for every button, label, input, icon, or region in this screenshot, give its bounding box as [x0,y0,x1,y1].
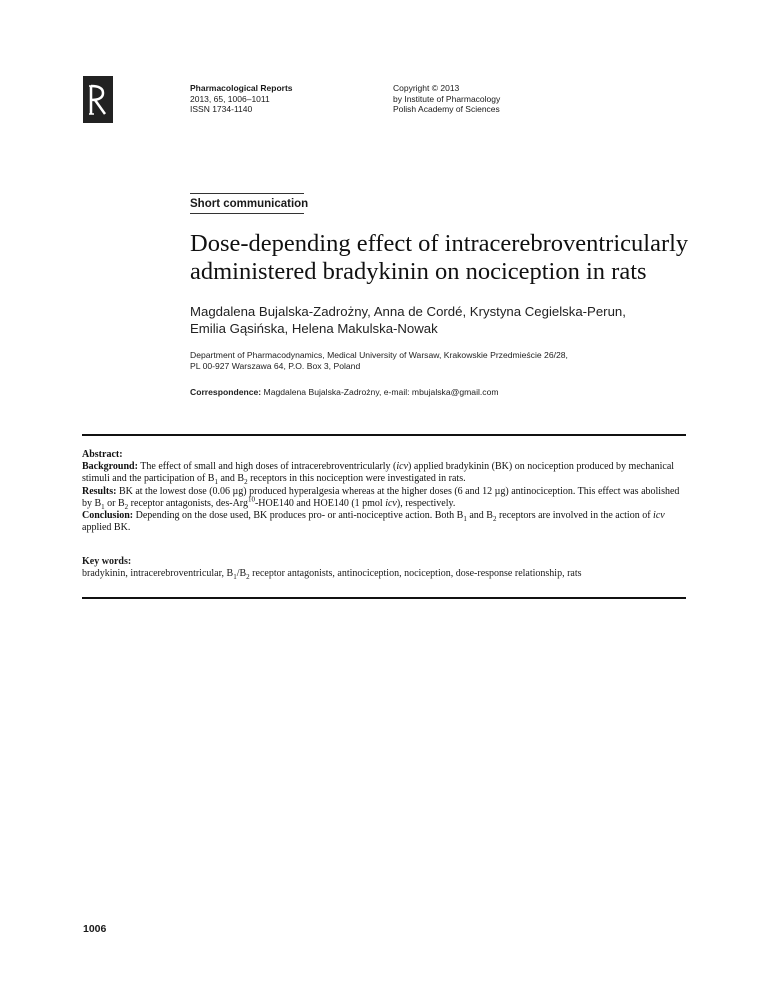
journal-logo [83,76,113,123]
icv-term: icv [385,497,397,509]
correspondence-label: Correspondence: [190,387,262,397]
results-text: receptor antagonists, des-Arg [128,497,248,509]
abstract-rule-bottom [82,597,686,599]
keywords-text [82,568,686,580]
abstract-rule-top [82,434,686,436]
article-title [190,230,710,286]
subscript: 2 [246,573,250,582]
superscript: 10 [247,495,255,504]
affiliation [190,350,710,372]
copyright-line: Copyright © 2013 [393,83,460,93]
copyright-academy: Polish Academy of Sciences [393,104,500,114]
subscript: 1 [463,515,467,524]
background-label: Background: [82,461,138,473]
results-text: -HOE140 and HOE140 (1 pmol [254,497,386,509]
author-list [190,303,710,337]
authors-line-1: Magdalena Bujalska-Zadrożny, Anna de Cordé, Krystyna Cegielska-Perun, [190,304,626,319]
correspondence-text: Magdalena Bujalska-Zadrożny, e-mail: mbujalska@gmail.com [263,387,499,397]
subscript: 2 [492,515,497,524]
conclusion-text: applied BK. [82,522,131,534]
background-text: receptors in this nociception were investigated in rats. [247,473,466,485]
abstract-results [82,486,686,510]
authors-line-2: Emilia Gąsińska, Helena Makulska-Nowak [190,321,438,336]
journal-issn: ISSN 1734-1140 [190,104,253,114]
conclusion-text: Depending on the dose used, BK produces pro- or anti-nociceptive action. Both B [135,510,464,522]
subscript: 1 [101,502,105,511]
title-line-1: Dose-depending effect of intracerebroventricularly [190,230,689,257]
background-text: ) applied bradykinin (BK) on nociception produced by mechanical stimuli and the participation of B [82,461,675,485]
correspondence [190,387,710,397]
title-line-2: administered bradykinin on nociception in rats [190,258,647,285]
page-number: 1006 [83,923,107,935]
abstract-background [82,461,686,485]
section-divider-top [190,193,304,194]
affiliation-line-1: Department of Pharmacodynamics, Medical University of Warsaw, Krakowskie Przedmieście 26/28, [190,350,568,360]
copyright-publisher: by Institute of Pharmacology [393,93,501,104]
journal-info [190,83,293,115]
journal-issue: 2013, 65, 1006–1011 [190,93,270,104]
subscript: 1 [214,478,218,487]
results-text: or B [104,497,125,509]
keywords-part: bradykinin, intracerebroventricular, B [82,568,234,580]
icv-term: icv [653,510,665,522]
conclusion-label: Conclusion: [82,510,134,522]
keywords-part: /B [236,568,247,580]
abstract-heading: Abstract: [82,449,123,460]
background-text: The effect of small and high doses of intracerebroventricularly ( [140,461,397,473]
keywords-heading: Key words: [82,556,132,567]
results-label: Results: [82,485,117,497]
affiliation-line-2: PL 00-927 Warszawa 64, P.O. Box 3, Poland [190,361,361,371]
journal-name: Pharmacological Reports [190,83,293,93]
section-divider-bottom [190,213,304,214]
abstract-block [82,449,686,534]
keywords-part: receptor antagonists, antinociception, nociception, dose-response relationship, rats [249,568,582,580]
pr-monogram-icon [83,76,113,123]
subscript: 1 [233,573,237,582]
abstract-conclusion [82,510,686,534]
keywords-block [82,556,686,580]
results-text: BK at the lowest dose (0.06 µg) produced hyperalgesia whereas at the higher doses (6 and 12 µg) antinociception. This effect was abolished by B [82,485,680,509]
conclusion-text: receptors are involved in the action of [496,510,654,522]
subscript: 2 [244,478,248,487]
subscript: 2 [124,502,129,511]
copyright-info [393,83,500,115]
background-text: and B [217,473,245,485]
results-text: ), respectively. [396,497,456,509]
conclusion-text: and B [466,510,493,522]
icv-term: icv [396,461,409,473]
section-label: Short communication [190,198,309,210]
